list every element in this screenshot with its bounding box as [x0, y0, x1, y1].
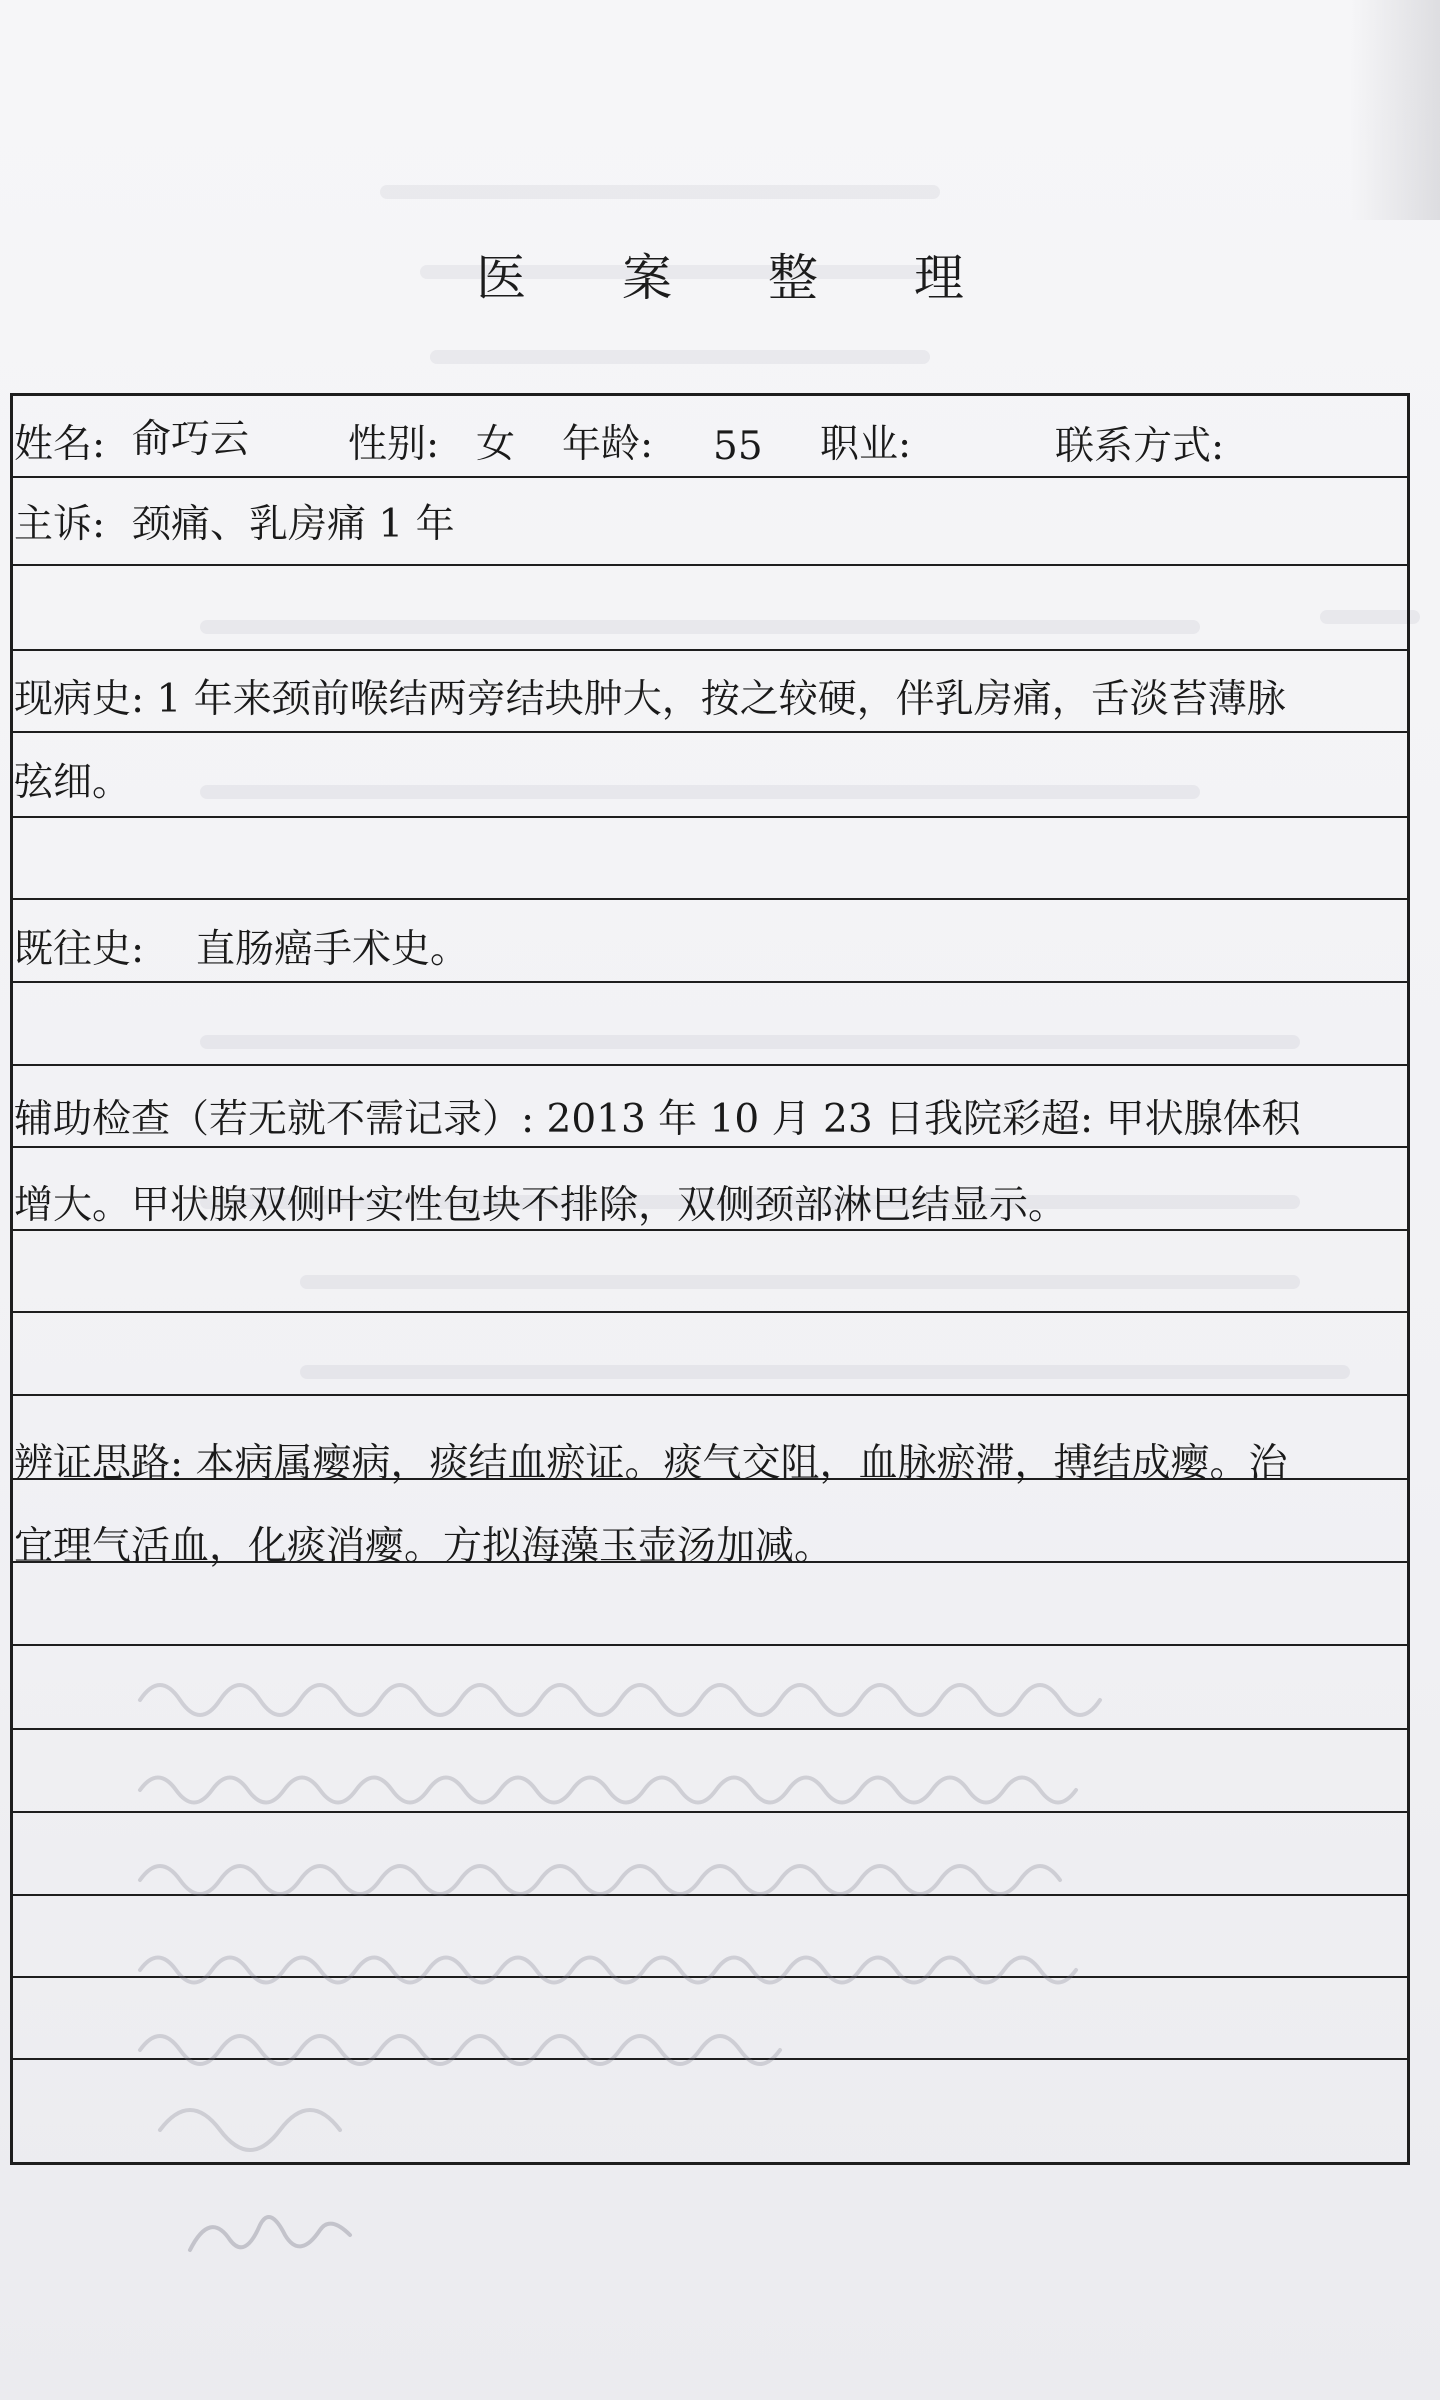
- present-history-line1: 现病史: 1 年来颈前喉结两旁结块肿大，按之较硬，伴乳房痛，舌淡苔薄脉: [14, 677, 1286, 722]
- chief-complaint-value: 颈痛、乳房痛 1 年: [132, 502, 455, 547]
- form-rule: [13, 1146, 1407, 1148]
- form-rule: [13, 1311, 1407, 1313]
- form-rule: [13, 898, 1407, 900]
- form-rule: [13, 1064, 1407, 1066]
- job-label: 职业:: [820, 422, 912, 467]
- form-rule: [13, 1229, 1407, 1231]
- page-corner-shadow: [1350, 0, 1440, 220]
- past-history-value: 直肠癌手术史。: [196, 927, 470, 972]
- chief-complaint-label: 主诉:: [14, 502, 106, 547]
- diagnosis-line2: 宜理气活血，化痰消瘿。方拟海藻玉壶汤加减。: [14, 1524, 834, 1569]
- page-title: 医 案 整 理: [476, 249, 1004, 307]
- auxiliary-exam-line2: 增大。甲状腺双侧叶实性包块不排除，双侧颈部淋巴结显示。: [14, 1183, 1068, 1228]
- form-rule: [13, 649, 1407, 651]
- form-rule: [13, 1394, 1407, 1396]
- name-label: 姓名:: [14, 422, 106, 467]
- form-rule: [13, 564, 1407, 566]
- contact-label: 联系方式:: [1055, 424, 1225, 469]
- past-history-label: 既往史:: [14, 927, 145, 972]
- name-value: 俞巧云: [132, 417, 250, 462]
- signature-scribble: [180, 2190, 380, 2280]
- form-rule: [13, 476, 1407, 478]
- age-value: 55: [713, 424, 763, 469]
- present-history-line2: 弦细。: [14, 760, 132, 805]
- form-rule: [13, 981, 1407, 983]
- form-rule: [13, 816, 1407, 818]
- diagnosis-line1: 辨证思路: 本病属瘿病，痰结血瘀证。痰气交阻，血脉瘀滞，搏结成瘿。治: [14, 1441, 1288, 1486]
- sex-label: 性别:: [348, 422, 440, 467]
- form-rule: [13, 731, 1407, 733]
- faint-handwriting-marks: [100, 1640, 1400, 2160]
- auxiliary-exam-line1: 辅助检查（若无就不需记录）: 2013 年 10 月 23 日我院彩超: 甲状腺体积: [14, 1097, 1301, 1142]
- age-label: 年龄:: [562, 422, 654, 467]
- sex-value: 女: [476, 422, 516, 467]
